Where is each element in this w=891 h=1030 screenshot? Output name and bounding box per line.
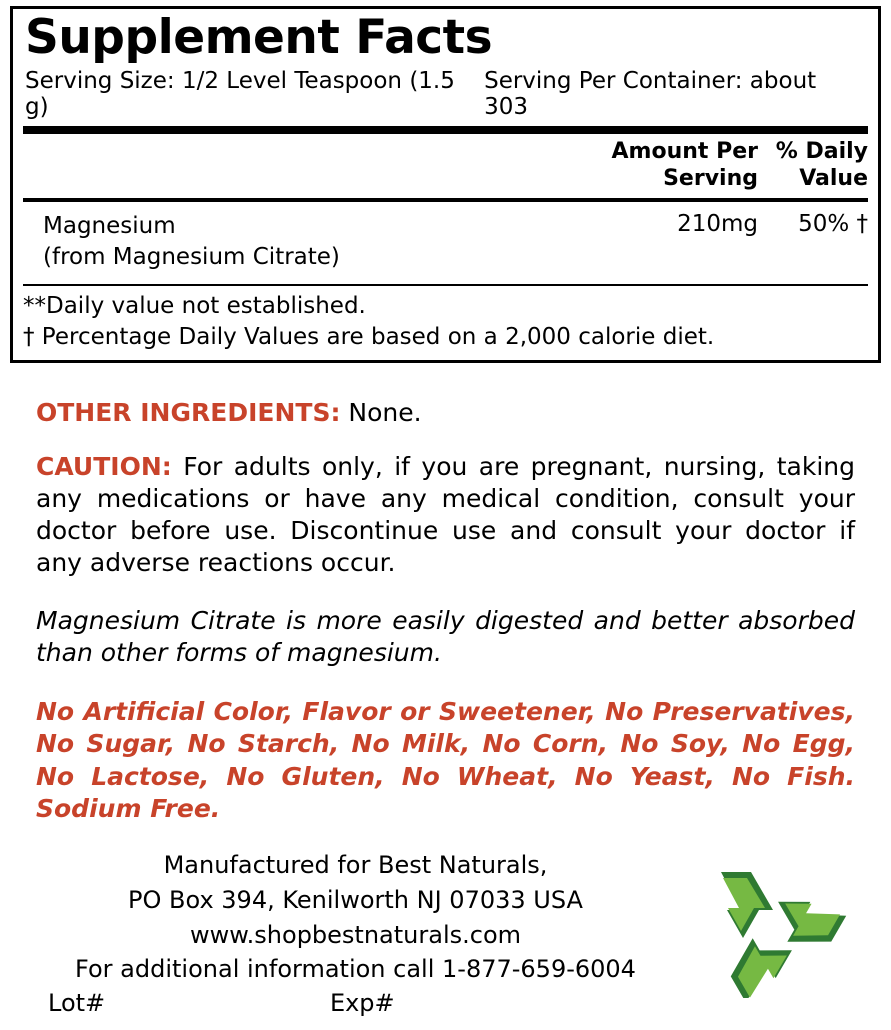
label-footer [10, 848, 881, 1017]
other-ingredients-heading: OTHER INGREDIENTS: [36, 397, 341, 427]
nutrient-amount: 210mg [677, 211, 758, 238]
amount-per-serving-header [543, 139, 758, 193]
exp-label: Exp# [329, 989, 395, 1018]
amount-header-line2: Serving [663, 165, 758, 191]
nutrient-name-line1: Magnesium [43, 213, 176, 240]
servings-per-container: Serving Per Container: about 303 [484, 67, 817, 120]
dv-header-line2: Value [799, 165, 868, 191]
footnote-daily-value-not-established: **Daily value not established. [23, 292, 366, 319]
address-line: PO Box 394, Kenilworth NJ 07033 USA [128, 885, 583, 914]
supplement-facts-title: Supplement Facts [25, 10, 493, 65]
nutrient-daily-value: 50% † [798, 211, 868, 238]
supplement-facts-panel [10, 6, 881, 363]
supplement-label [0, 6, 891, 1030]
phone-line: For additional information call 1-877-659-6004 [75, 955, 636, 984]
serving-size: Serving Size: 1/2 Level Teaspoon (1.5 g) [25, 67, 455, 120]
daily-value-header [758, 139, 868, 193]
label-body [10, 397, 881, 826]
footnotes [23, 286, 868, 356]
other-ingredients-text: None. [348, 397, 422, 427]
caution-text: For adults only, if you are pregnant, nursing, taking any medications or have any medical condition, consult your doctor before use. Discontinue use and consult your doctor if any adverse reactions occur. [36, 451, 855, 577]
manufacturer-line: Manufactured for Best Naturals, [163, 850, 548, 879]
free-from-claims: No Artificial Color, Flavor or Sweetener, No Preservatives, No Sugar, No Starch, No Milk, No Corn, No Soy, No Egg, No Lactose, No Gluten, No Wheat, No Yeast, No Fish. Sodium Free. [36, 696, 855, 824]
caution-heading: CAUTION: [36, 451, 172, 481]
recycle-icon [691, 858, 851, 998]
lot-label: Lot# [48, 989, 106, 1018]
product-note: Magnesium Citrate is more easily digested and better absorbed than other forms of magnesium. [36, 605, 855, 668]
nutrient-name-line2: (from Magnesium Citrate) [43, 244, 340, 271]
nutrition-column-headers [23, 134, 868, 199]
dv-header-line1: % Daily [775, 138, 868, 164]
caution-paragraph [36, 451, 855, 579]
table-row [23, 202, 868, 283]
nutrient-name [23, 211, 543, 273]
footnote-percentage-daily-values: † Percentage Daily Values are based on a 2,000 calorie diet. [23, 324, 715, 351]
divider-thick-top [23, 126, 868, 134]
other-ingredients-paragraph [36, 397, 855, 429]
website-line: www.shopbestnaturals.com [189, 920, 522, 949]
amount-header-line1: Amount Per [611, 138, 758, 164]
serving-info-row [25, 68, 866, 120]
